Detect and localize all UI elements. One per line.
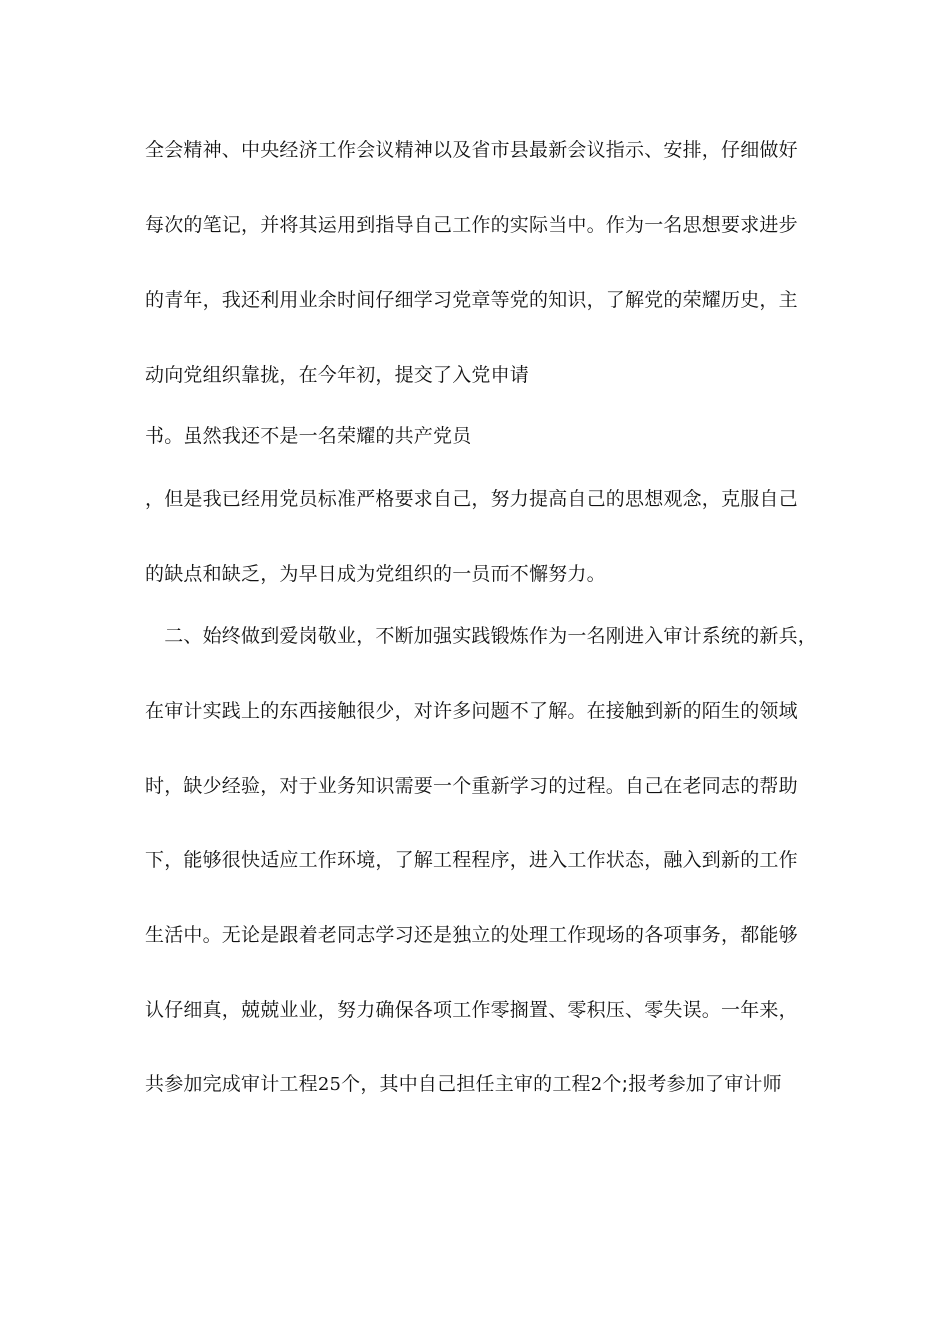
text-line: 全会精神、中央经济工作会议精神以及省市县最新会议指示、安排，仔细做好 [145,139,798,161]
text-line: 在审计实践上的东西接触很少，对许多问题不了解。在接触到新的陌生的领域 [145,700,798,722]
number-value: 25 [317,1074,342,1095]
text-line: 书。虽然我还不是一名荣耀的共产党员 [145,425,472,447]
text-segment: 个，其中自己担任主审的工程 [341,1073,591,1095]
text-line: 二、始终做到爱岗敬业，不断加强实践锻炼作为一名刚进入审计系统的新兵， [145,625,818,647]
text-segment: 共参加完成审计工程 [145,1073,318,1095]
text-line: 认仔细真，兢兢业业，努力确保各项工作零搁置、零积压、零失误。一年来， [145,999,798,1021]
text-line: ，但是我已经用党员标准严格要求自己，努力提高自己的思想观念，克服自己 [145,488,798,510]
text-line: 的青年，我还利用业余时间仔细学习党章等党的知识，了解党的荣耀历史，主 [145,289,798,311]
text-line: 每次的笔记，并将其运用到指导自己工作的实际当中。作为一名思想要求进步 [145,214,798,236]
number-value: 2 [590,1074,603,1095]
text-line: 下，能够很快适应工作环境，了解工程程序，进入工作状态，融入到新的工作 [145,849,798,871]
text-line: 动向党组织靠拢，在今年初，提交了入党申请 [145,364,530,386]
text-line: 生活中。无论是跟着老同志学习还是独立的处理工作现场的各项事务，都能够 [145,924,798,946]
text-segment: 个;报考参加了审计师 [602,1073,782,1095]
text-line: 时，缺少经验，对于业务知识需要一个重新学习的过程。自己在老同志的帮助 [145,775,798,797]
text-line: 的缺点和缺乏，为早日成为党组织的一员而不懈努力。 [145,563,606,585]
text-line-last [145,1072,782,1097]
